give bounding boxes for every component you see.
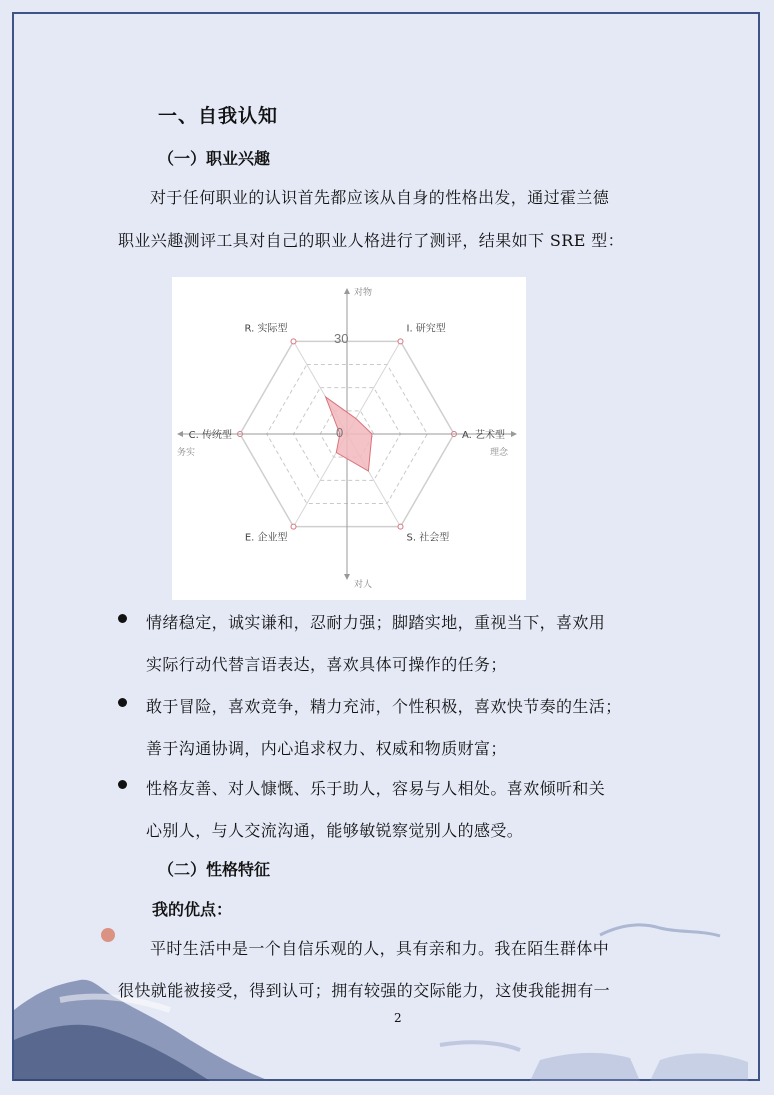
direction-top-label: 对物 [354,288,373,298]
axis-label-2: I. 研究型 [406,323,446,335]
direction-left-label: 务实 [177,448,196,458]
section-title-career-interest: （一）职业兴趣 [158,149,271,168]
para-line-1: 平时生活中是一个自信乐观的人，具有亲和力。我在陌生群体中 [150,939,610,958]
bullet-3-line-2: 心别人，与人交流沟通，能够敏锐察觉别人的感受。 [146,821,524,840]
axis-label-5: E. 企业型 [244,532,288,544]
axis-label-3: A. 艺术型 [462,430,506,441]
direction-right-label: 理念 [490,448,509,458]
bullet-3-line-1: 性格友善、对人慷慨、乐于助人，容易与人相处。喜欢倾听和关 [146,779,606,798]
bullet-2-line-2: 善于沟通协调，内心追求权力、权威和物质财富； [146,739,507,758]
tick-top-label: 30 [334,331,349,346]
axis-vertex-2 [398,339,403,344]
section-title-personality: （二）性格特征 [158,860,271,879]
axis-label-4: S. 社会型 [406,532,450,544]
axis-vertex-1 [291,339,296,344]
axis-label-1: R. 实际型 [244,323,288,335]
main-heading: 一、自我认知 [158,105,279,127]
intro-line-2: 职业兴趣测评工具对自己的职业人格进行了测评，结果如下 SRE 型： [118,231,625,250]
holland-radar-chart [172,277,526,600]
tick-center-label: 0 [336,425,344,440]
radar-svg [172,277,526,600]
direction-bottom-label: 对人 [354,580,373,590]
bullet-dot-3 [118,780,127,789]
para-line-2: 很快就能被接受，得到认可；拥有较强的交际能力，这使我能拥有一 [118,981,611,1000]
bullet-dot-2 [118,698,127,707]
bullet-2-line-1: 敢于冒险，喜欢竞争，精力充沛，个性积极，喜欢快节奏的生活； [146,697,622,716]
strengths-title: 我的优点： [152,900,233,919]
axis-vertex-5 [291,524,296,529]
axis-vertex-4 [398,524,403,529]
page-number: 2 [394,1011,402,1025]
bullet-1-line-2: 实际行动代替言语表达，喜欢具体可操作的任务； [146,655,507,674]
bullet-1-line-1: 情绪稳定，诚实谦和，忍耐力强；脚踏实地，重视当下，喜欢用 [146,613,606,632]
bullet-dot-1 [118,614,127,623]
intro-line-1: 对于任何职业的认识首先都应该从自身的性格出发，通过霍兰德 [150,188,610,207]
axis-label-6: C. 传统型 [188,430,232,441]
